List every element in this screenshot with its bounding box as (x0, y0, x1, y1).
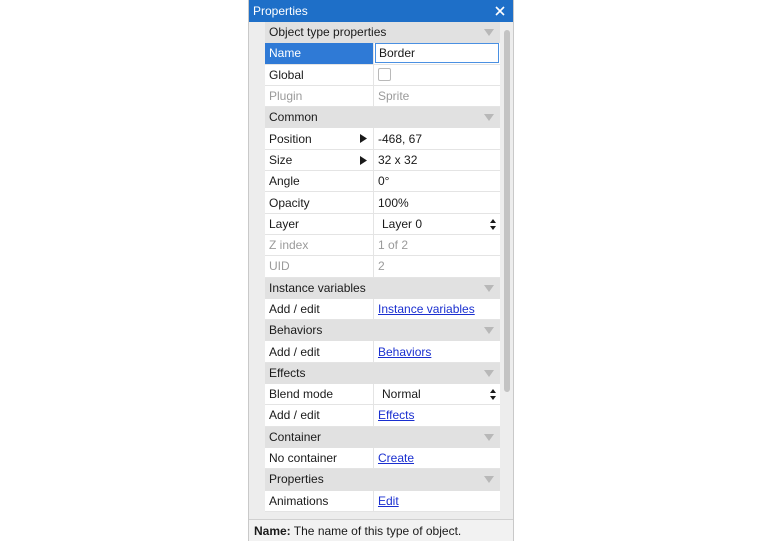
category-label: Properties (269, 472, 324, 487)
layer-select[interactable] (374, 214, 500, 234)
property-opacity-label: Opacity (265, 192, 374, 212)
category-container[interactable] (265, 427, 500, 448)
expand-arrow-icon[interactable] (360, 156, 367, 165)
property-row-plugin (265, 86, 500, 107)
position-label-text: Position (269, 131, 312, 146)
chevron-down-icon[interactable] (484, 114, 494, 121)
property-layer-label: Layer (265, 214, 374, 234)
property-global-label: Global (265, 65, 374, 85)
category-object-type[interactable] (265, 22, 500, 43)
category-instance-variables[interactable] (265, 278, 500, 299)
behaviors-value-cell (374, 341, 500, 361)
property-size-value[interactable]: 32 x 32 (378, 152, 418, 167)
property-row-instance-variables (265, 299, 500, 320)
chevron-down-icon[interactable] (484, 370, 494, 377)
property-position-value[interactable]: -468, 67 (378, 131, 423, 146)
chevron-down-icon[interactable] (484, 327, 494, 334)
property-angle-value[interactable]: 0° (378, 174, 390, 189)
effects-add-label: Add / edit (265, 405, 374, 425)
blend-mode-select[interactable] (374, 384, 500, 404)
property-zindex-value: 1 of 2 (378, 238, 409, 253)
property-rows (265, 22, 500, 512)
property-row-blend-mode[interactable] (265, 384, 500, 405)
property-row-zindex (265, 235, 500, 256)
property-row-layer[interactable] (265, 214, 500, 235)
chevron-down-icon[interactable] (484, 476, 494, 483)
edit-animations-link[interactable]: Edit (378, 493, 399, 508)
category-label: Common (269, 110, 318, 125)
category-label: Effects (269, 365, 306, 380)
status-text: The name of this type of object. (290, 524, 462, 538)
effects-value-cell (374, 405, 500, 425)
property-row-animations (265, 491, 500, 512)
property-row-name[interactable] (265, 43, 500, 64)
expand-arrow-icon[interactable] (360, 134, 367, 143)
chevron-down-icon[interactable] (484, 29, 494, 36)
property-row-behaviors (265, 341, 500, 362)
property-row-effects (265, 405, 500, 426)
property-row-opacity[interactable] (265, 192, 500, 213)
property-opacity-value[interactable]: 100% (378, 195, 409, 210)
property-size-label (265, 150, 374, 170)
chevron-down-icon[interactable] (484, 434, 494, 441)
updown-arrows-icon (490, 389, 496, 400)
blend-mode-label: Blend mode (265, 384, 374, 404)
category-label: Behaviors (269, 323, 323, 338)
create-container-link[interactable]: Create (378, 451, 415, 466)
property-row-position[interactable] (265, 128, 500, 149)
animations-value-cell (374, 491, 500, 511)
category-label: Object type properties (269, 25, 387, 40)
status-label: Name: (254, 524, 291, 538)
category-label: Container (269, 429, 322, 444)
animations-label: Animations (265, 491, 374, 511)
property-position-label (265, 128, 374, 148)
category-properties[interactable] (265, 469, 500, 490)
property-name-value-cell (374, 43, 500, 63)
property-plugin-label: Plugin (265, 86, 374, 106)
instance-variables-link[interactable]: Instance variables (378, 302, 475, 316)
property-uid-label: UID (265, 256, 374, 276)
name-input[interactable] (375, 43, 499, 63)
chevron-down-icon[interactable] (484, 285, 494, 292)
behaviors-link[interactable]: Behaviors (378, 344, 432, 359)
container-value-cell (374, 448, 500, 468)
category-common[interactable] (265, 107, 500, 128)
blend-mode-select-value: Normal (382, 387, 421, 402)
property-angle-label: Angle (265, 171, 374, 191)
global-checkbox[interactable] (378, 68, 391, 81)
panel-titlebar (249, 0, 513, 22)
property-global-value-cell (374, 65, 500, 85)
no-container-label: No container (265, 448, 374, 468)
category-label: Instance variables (269, 280, 366, 295)
property-row-size[interactable] (265, 150, 500, 171)
property-name-label: Name (265, 43, 374, 63)
behaviors-add-label: Add / edit (265, 341, 374, 361)
effects-link[interactable]: Effects (378, 408, 415, 423)
property-row-angle[interactable] (265, 171, 500, 192)
property-uid-value: 2 (378, 259, 385, 274)
property-row-global[interactable] (265, 65, 500, 86)
layer-select-value: Layer 0 (382, 216, 423, 231)
properties-panel (248, 0, 514, 541)
category-effects[interactable] (265, 363, 500, 384)
size-label-text: Size (269, 152, 293, 167)
status-description (249, 519, 513, 541)
property-row-container (265, 448, 500, 469)
scrollbar-thumb[interactable] (504, 30, 510, 392)
panel-title: Properties (253, 4, 308, 18)
category-behaviors[interactable] (265, 320, 500, 341)
instance-variables-value-cell (374, 299, 500, 319)
property-row-uid (265, 256, 500, 277)
close-icon[interactable] (493, 4, 507, 18)
instance-variables-add-label: Add / edit (265, 299, 374, 319)
property-zindex-label: Z index (265, 235, 374, 255)
updown-arrows-icon (490, 219, 496, 230)
property-plugin-value: Sprite (378, 89, 410, 104)
